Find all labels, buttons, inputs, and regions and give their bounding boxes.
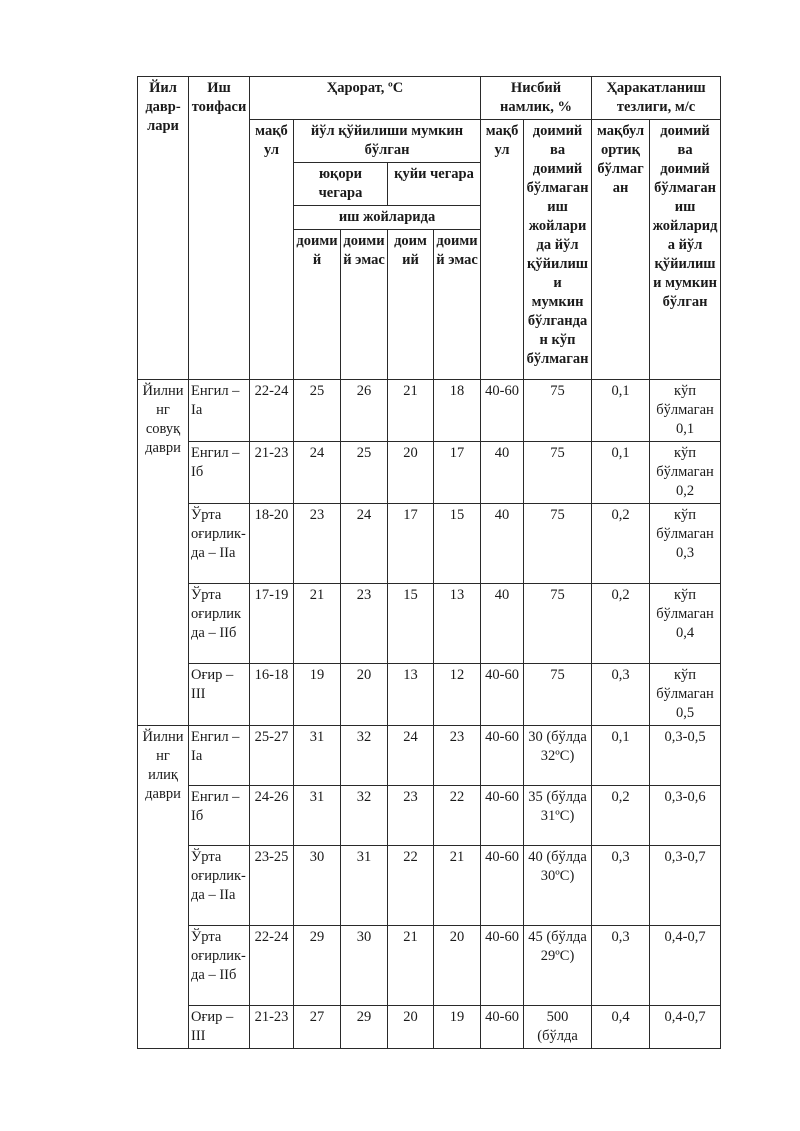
upper-permanent-cell: 25 xyxy=(294,380,341,442)
allowed-humidity-cell: 75 xyxy=(524,504,592,584)
table-row xyxy=(138,664,721,726)
optimal-speed-cell: 0,1 xyxy=(592,442,650,504)
lower-permanent-cell: 22 xyxy=(388,846,434,926)
table-row xyxy=(138,786,721,846)
upper-permanent-cell: 24 xyxy=(294,442,341,504)
allowed-humidity-cell: 30 (бўлда 32ºС) xyxy=(524,726,592,786)
upper-permanent-cell: 29 xyxy=(294,926,341,1006)
upper-permanent-cell: 19 xyxy=(294,664,341,726)
header-temperature: Ҳарорат, ºС xyxy=(250,77,481,120)
lower-permanent-cell: 15 xyxy=(388,584,434,664)
season-cell-cold: Йилнинг совуқ даври xyxy=(138,380,189,726)
upper-permanent-cell: 31 xyxy=(294,786,341,846)
optimal-humidity-cell: 40-60 xyxy=(481,726,524,786)
category-cell: Оғир – III xyxy=(189,664,250,726)
allowed-humidity-cell: 75 xyxy=(524,442,592,504)
lower-nonpermanent-cell: 21 xyxy=(434,846,481,926)
lower-nonpermanent-cell: 19 xyxy=(434,1006,481,1049)
category-cell: Ўрта оғирликда – IIб xyxy=(189,584,250,664)
header-optimal-speed: мақбул ортиқ бўлмаган xyxy=(592,120,650,380)
lower-permanent-cell: 17 xyxy=(388,504,434,584)
allowed-humidity-cell: 45 (бўлда 29ºС) xyxy=(524,926,592,1006)
lower-permanent-cell: 21 xyxy=(388,380,434,442)
allowed-speed-cell: 0,3-0,5 xyxy=(650,726,721,786)
allowed-speed-cell: кўп бўлмаган 0,2 xyxy=(650,442,721,504)
allowed-speed-cell: 0,3-0,7 xyxy=(650,846,721,926)
optimal-humidity-cell: 40-60 xyxy=(481,846,524,926)
optimal-speed-cell: 0,1 xyxy=(592,726,650,786)
header-upper-limit: юқори чегара xyxy=(294,163,388,206)
table-row xyxy=(138,1006,721,1049)
optimal-speed-cell: 0,1 xyxy=(592,380,650,442)
allowed-speed-cell: 0,4-0,7 xyxy=(650,926,721,1006)
optimal-temp-cell: 22-24 xyxy=(250,380,294,442)
upper-nonpermanent-cell: 20 xyxy=(341,664,388,726)
optimal-temp-cell: 17-19 xyxy=(250,584,294,664)
upper-nonpermanent-cell: 32 xyxy=(341,726,388,786)
allowed-speed-cell: 0,3-0,6 xyxy=(650,786,721,846)
header-lower-limit: қуйи чегара xyxy=(388,163,481,206)
allowed-humidity-cell: 75 xyxy=(524,664,592,726)
upper-permanent-cell: 30 xyxy=(294,846,341,926)
upper-nonpermanent-cell: 31 xyxy=(341,846,388,926)
allowed-humidity-cell: 75 xyxy=(524,584,592,664)
header-humidity: Нисбий намлик, % xyxy=(481,77,592,120)
optimal-temp-cell: 16-18 xyxy=(250,664,294,726)
upper-permanent-cell: 31 xyxy=(294,726,341,786)
optimal-speed-cell: 0,2 xyxy=(592,584,650,664)
lower-nonpermanent-cell: 12 xyxy=(434,664,481,726)
table-row xyxy=(138,926,721,1006)
upper-nonpermanent-cell: 29 xyxy=(341,1006,388,1049)
optimal-temp-cell: 22-24 xyxy=(250,926,294,1006)
allowed-speed-cell: 0,4-0,7 xyxy=(650,1006,721,1049)
lower-permanent-cell: 21 xyxy=(388,926,434,1006)
microclimate-norms-table xyxy=(137,76,721,1049)
header-lower-nonpermanent: доимий эмас xyxy=(434,230,481,380)
optimal-humidity-cell: 40-60 xyxy=(481,926,524,1006)
lower-permanent-cell: 20 xyxy=(388,442,434,504)
header-optimal-humidity: мақбул xyxy=(481,120,524,380)
lower-nonpermanent-cell: 15 xyxy=(434,504,481,584)
optimal-speed-cell: 0,2 xyxy=(592,504,650,584)
allowed-speed-cell: кўп бўлмаган 0,3 xyxy=(650,504,721,584)
optimal-speed-cell: 0,4 xyxy=(592,1006,650,1049)
lower-nonpermanent-cell: 22 xyxy=(434,786,481,846)
optimal-temp-cell: 18-20 xyxy=(250,504,294,584)
season-cell-warm: Йилнинг илиқ даври xyxy=(138,726,189,1049)
optimal-humidity-cell: 40-60 xyxy=(481,786,524,846)
lower-permanent-cell: 23 xyxy=(388,786,434,846)
optimal-humidity-cell: 40-60 xyxy=(481,1006,524,1049)
upper-nonpermanent-cell: 32 xyxy=(341,786,388,846)
optimal-speed-cell: 0,3 xyxy=(592,664,650,726)
header-lower-permanent: доимий xyxy=(388,230,434,380)
upper-nonpermanent-cell: 25 xyxy=(341,442,388,504)
lower-nonpermanent-cell: 18 xyxy=(434,380,481,442)
optimal-temp-cell: 21-23 xyxy=(250,442,294,504)
table-row xyxy=(138,442,721,504)
category-cell: Енгил – Iа xyxy=(189,380,250,442)
header-allowed-humidity: доимий ва доимий бўлмаган иш жойларида йўл қўйилиши мумкин бўлгандан кўп бўлмаган xyxy=(524,120,592,380)
optimal-humidity-cell: 40 xyxy=(481,584,524,664)
lower-nonpermanent-cell: 13 xyxy=(434,584,481,664)
upper-permanent-cell: 23 xyxy=(294,504,341,584)
optimal-temp-cell: 21-23 xyxy=(250,1006,294,1049)
allowed-speed-cell: кўп бўлмаган 0,4 xyxy=(650,584,721,664)
optimal-humidity-cell: 40-60 xyxy=(481,380,524,442)
upper-nonpermanent-cell: 30 xyxy=(341,926,388,1006)
optimal-speed-cell: 0,3 xyxy=(592,846,650,926)
optimal-speed-cell: 0,2 xyxy=(592,786,650,846)
category-cell: Ўрта оғирлик-да – IIа xyxy=(189,504,250,584)
category-cell: Ўрта оғирлик-да – IIа xyxy=(189,846,250,926)
header-category: Иш тоифаси xyxy=(189,77,250,380)
optimal-temp-cell: 23-25 xyxy=(250,846,294,926)
lower-nonpermanent-cell: 20 xyxy=(434,926,481,1006)
upper-permanent-cell: 21 xyxy=(294,584,341,664)
category-cell: Енгил – Iб xyxy=(189,442,250,504)
header-allowed-speed: доимий ва доимий бўлмаган иш жойларида йўл қўйилиши мумкин бўлган xyxy=(650,120,721,380)
header-optimal-temp: мақбул xyxy=(250,120,294,380)
optimal-speed-cell: 0,3 xyxy=(592,926,650,1006)
header-upper-nonpermanent: доимий эмас xyxy=(341,230,388,380)
upper-nonpermanent-cell: 26 xyxy=(341,380,388,442)
table-row xyxy=(138,846,721,926)
lower-permanent-cell: 20 xyxy=(388,1006,434,1049)
category-cell: Енгил – Iб xyxy=(189,786,250,846)
header-upper-permanent: доимий xyxy=(294,230,341,380)
lower-permanent-cell: 13 xyxy=(388,664,434,726)
lower-nonpermanent-cell: 23 xyxy=(434,726,481,786)
header-allowed-temp: йўл қўйилиши мумкин бўлган xyxy=(294,120,481,163)
optimal-humidity-cell: 40-60 xyxy=(481,664,524,726)
header-season: Йил давр-лари xyxy=(138,77,189,380)
table-row xyxy=(138,504,721,584)
optimal-humidity-cell: 40 xyxy=(481,504,524,584)
lower-nonpermanent-cell: 17 xyxy=(434,442,481,504)
category-cell: Оғир – III xyxy=(189,1006,250,1049)
allowed-humidity-cell: 500 (бўлда xyxy=(524,1006,592,1049)
table-body xyxy=(138,380,721,1049)
allowed-humidity-cell: 40 (бўлда 30ºС) xyxy=(524,846,592,926)
upper-nonpermanent-cell: 23 xyxy=(341,584,388,664)
upper-permanent-cell: 27 xyxy=(294,1006,341,1049)
upper-nonpermanent-cell: 24 xyxy=(341,504,388,584)
optimal-humidity-cell: 40 xyxy=(481,442,524,504)
category-cell: Енгил – Iа xyxy=(189,726,250,786)
table-row xyxy=(138,380,721,442)
header-speed: Ҳаракатланиш тезлиги, м/с xyxy=(592,77,721,120)
allowed-speed-cell: кўп бўлмаган 0,5 xyxy=(650,664,721,726)
allowed-speed-cell: кўп бўлмаган 0,1 xyxy=(650,380,721,442)
allowed-humidity-cell: 75 xyxy=(524,380,592,442)
table-row xyxy=(138,584,721,664)
table-row xyxy=(138,726,721,786)
allowed-humidity-cell: 35 (бўлда 31ºС) xyxy=(524,786,592,846)
header-workplaces: иш жойларида xyxy=(294,206,481,230)
optimal-temp-cell: 25-27 xyxy=(250,726,294,786)
lower-permanent-cell: 24 xyxy=(388,726,434,786)
category-cell: Ўрта оғирлик-да – IIб xyxy=(189,926,250,1006)
optimal-temp-cell: 24-26 xyxy=(250,786,294,846)
